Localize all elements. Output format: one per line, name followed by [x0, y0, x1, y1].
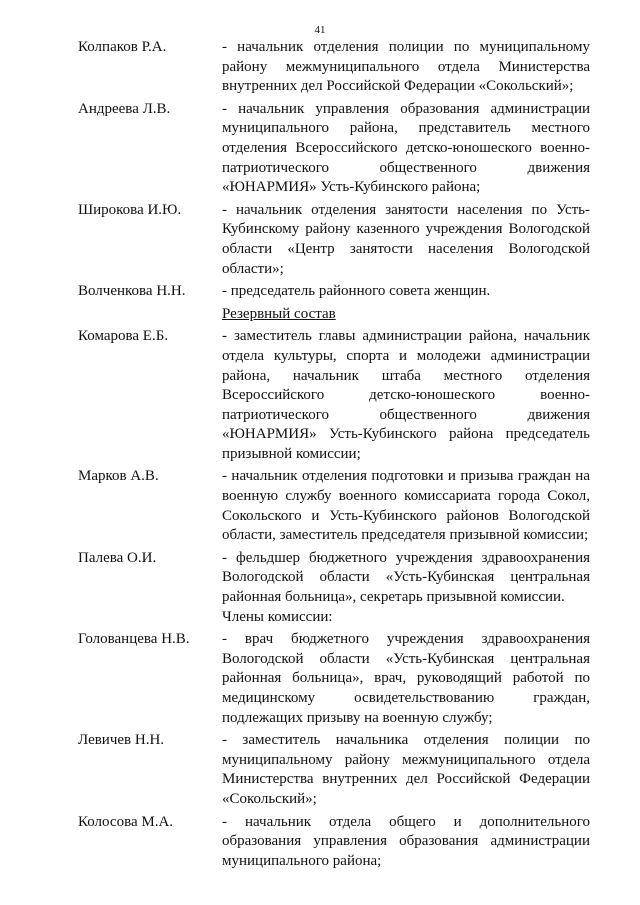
person-name: Волченкова Н.Н. — [78, 283, 186, 300]
commission-list — [78, 38, 590, 874]
person-position: - заместитель начальника отделения полиции по муниципальному району межмуниципального отдела Министерства внутренних дел Российской Федерации «Сокольский»; — [222, 732, 590, 807]
members-label: Члены комиссии: — [222, 608, 333, 625]
person-position: - заместитель главы администрации района, начальник отдела культуры, спорта и молодежи администрации района, начальник штаба местного отделения Всероссийского детско-юношеского военно-патриотического общественного движения «ЮНАРМИЯ» Усть-Кубинского района председатель призывной комиссии; — [222, 328, 590, 462]
person-name: Голованцева Н.В. — [78, 631, 190, 648]
person-name: Палева О.И. — [78, 549, 157, 566]
list-item — [78, 731, 590, 809]
list-item — [78, 282, 590, 302]
person-name: Левичев Н.Н. — [78, 732, 165, 749]
person-position: - фельдшер бюджетного учреждения здравоохранения Вологодской области «Усть-Кубинская центральная районная больница», секретарь призывной комиссии. — [222, 549, 590, 606]
person-name: Комарова Е.Б. — [78, 328, 169, 345]
person-name: Марков А.В. — [78, 468, 159, 485]
person-position: - начальник отделения занятости населения по Усть-Кубинскому району казенного учреждения Вологодской области «Центр занятости населения Вологодской области»; — [222, 201, 590, 277]
reserve-heading: Резервный состав — [222, 305, 336, 322]
person-position: - председатель районного совета женщин. — [222, 283, 491, 300]
list-item — [78, 100, 590, 198]
person-name: Колпаков Р.А. — [78, 39, 167, 55]
person-position: - начальник отделения подготовки и призыва граждан на военную службу военного комиссариата города Сокол, Сокольского и Усть-Кубинского районов Вологодской области, заместитель председателя призывной комиссии; — [222, 468, 590, 544]
list-item — [78, 327, 590, 464]
person-position: - начальник управления образования администрации муниципального района, представитель местного отделения Всероссийского детско-юношеского военно-патриотического общественного движения «ЮНАРМИЯ» Усть-Кубинского района; — [222, 100, 590, 196]
person-position: - начальник отделения полиции по муниципальному району межмуниципального отдела Министерства внутренних дел Российской Федерации «Сокольский»; — [222, 39, 590, 95]
page-number: 41 — [314, 24, 326, 36]
list-item — [78, 201, 590, 279]
list-item — [78, 630, 590, 728]
person-name: Широкова И.Ю. — [78, 201, 182, 218]
person-name: Андреева Л.В. — [78, 100, 171, 117]
person-name: Колосова М.А. — [78, 813, 174, 830]
list-item — [78, 467, 590, 545]
person-position: - врач бюджетного учреждения здравоохранения Вологодской области «Усть-Кубинская центральная районная больница», врач, руководящий работой по медицинскому освидетельствованию граждан, подлежащих призыву на военную службу; — [222, 631, 590, 726]
list-item — [78, 38, 590, 97]
list-item — [78, 813, 590, 872]
list-item — [78, 549, 590, 608]
person-position: - начальник отдела общего и дополнительного образования управления образования администрации муниципального района; — [222, 813, 590, 869]
